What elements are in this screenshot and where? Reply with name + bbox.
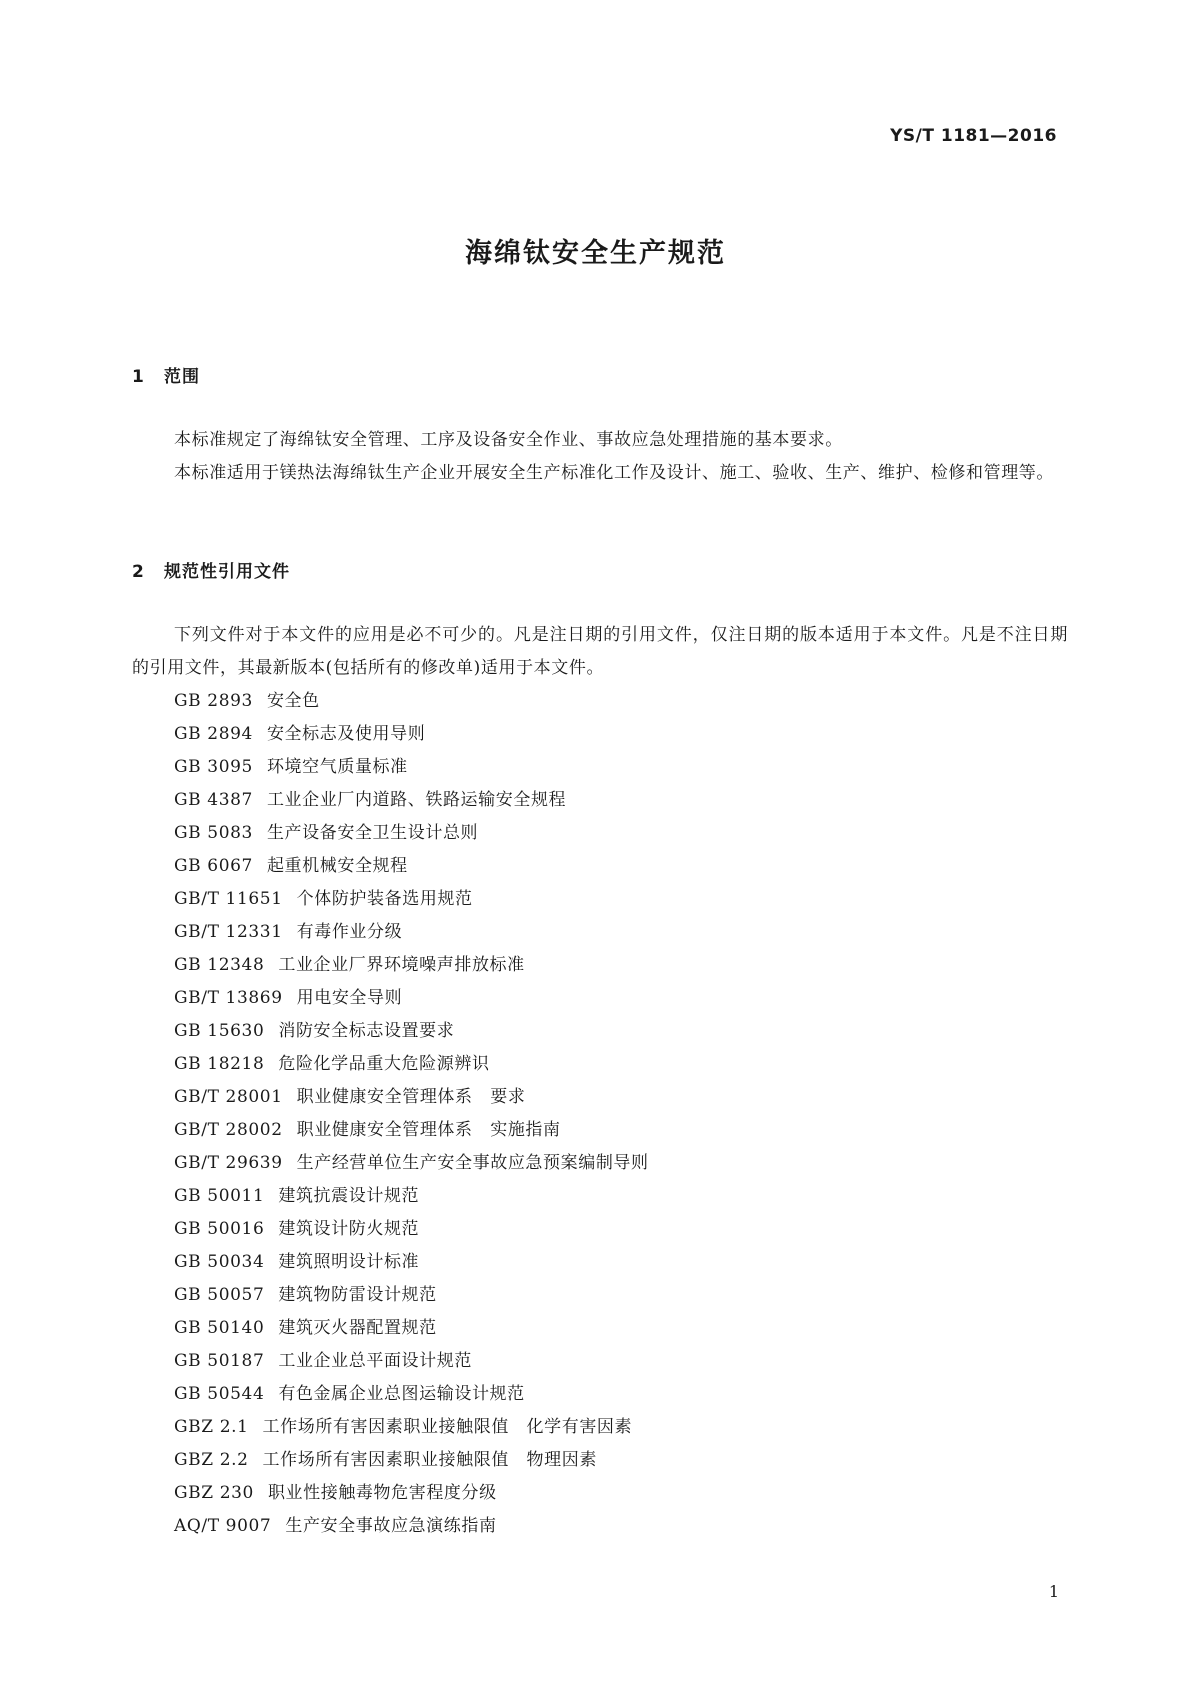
section-heading-text: 范围	[164, 367, 200, 387]
reference-title: 生产安全事故应急演练指南	[285, 1516, 497, 1536]
reference-code: GB 2893	[174, 691, 253, 711]
reference-item	[174, 850, 649, 883]
reference-title: 安全标志及使用导则	[266, 724, 426, 744]
reference-code: GBZ 2.1	[174, 1417, 249, 1437]
reference-item	[174, 784, 649, 817]
reference-code: GB/T 28001	[174, 1087, 283, 1107]
reference-title: 用电安全导则	[296, 988, 403, 1008]
reference-title: 起重机械安全规程	[266, 856, 408, 876]
reference-title: 建筑物防雷设计规范	[278, 1285, 437, 1305]
reference-item	[174, 751, 649, 784]
reference-item	[174, 685, 649, 718]
reference-title: 建筑抗震设计规范	[278, 1186, 420, 1206]
reference-item	[174, 1048, 649, 1081]
reference-title: 安全色	[266, 691, 320, 711]
reference-code: GB 18218	[174, 1054, 265, 1074]
reference-item	[174, 1510, 649, 1543]
reference-item	[174, 1015, 649, 1048]
reference-item	[174, 1114, 649, 1147]
section-heading-scope	[132, 362, 200, 387]
reference-title: 生产设备安全卫生设计总则	[266, 823, 479, 843]
reference-code: GB 50011	[174, 1186, 265, 1206]
reference-code: GB 50140	[174, 1318, 265, 1338]
reference-title: 工业企业厂界环境噪声排放标准	[278, 955, 525, 975]
standard-code: YS/T 1181—2016	[890, 126, 1057, 146]
references-intro-paragraph: 下列文件对于本文件的应用是必不可少的。凡是注日期的引用文件，仅注日期的版本适用于本文件。凡是不注日期的引用文件，其最新版本(包括所有的修改单)适用于本文件。	[132, 625, 1068, 678]
reference-item	[174, 1345, 649, 1378]
reference-code: GB 6067	[174, 856, 253, 876]
reference-code: GB 50187	[174, 1351, 265, 1371]
reference-title: 职业健康安全管理体系 实施指南	[296, 1120, 561, 1140]
reference-code: GB 50544	[174, 1384, 265, 1404]
reference-code: GB 2894	[174, 724, 253, 744]
reference-item	[174, 1411, 649, 1444]
reference-item	[174, 718, 649, 751]
reference-code: GB/T 12331	[174, 922, 283, 942]
reference-code: GB/T 11651	[174, 889, 283, 909]
reference-item	[174, 1180, 649, 1213]
reference-code: GB/T 13869	[174, 988, 283, 1008]
reference-code: GB 5083	[174, 823, 253, 843]
reference-title: 环境空气质量标准	[266, 757, 408, 777]
section-heading-text: 规范性引用文件	[164, 562, 290, 582]
reference-code: GB 50034	[174, 1252, 265, 1272]
reference-title: 建筑照明设计标准	[278, 1252, 420, 1272]
reference-item	[174, 1378, 649, 1411]
reference-title: 工作场所有害因素职业接触限值 物理因素	[262, 1450, 597, 1470]
reference-item	[174, 1246, 649, 1279]
reference-title: 有毒作业分级	[296, 922, 403, 942]
reference-item	[174, 982, 649, 1015]
reference-title: 个体防护装备选用规范	[296, 889, 473, 909]
reference-code: GB/T 29639	[174, 1153, 283, 1173]
reference-code: GB 3095	[174, 757, 253, 777]
reference-list	[174, 685, 649, 1543]
reference-item	[174, 1147, 649, 1180]
reference-title: 工作场所有害因素职业接触限值 化学有害因素	[262, 1417, 633, 1437]
reference-code: GB 50057	[174, 1285, 265, 1305]
reference-item	[174, 1477, 649, 1510]
reference-item	[174, 883, 649, 916]
reference-code: GB 15630	[174, 1021, 265, 1041]
reference-code: GB 50016	[174, 1219, 265, 1239]
reference-title: 生产经营单位生产安全事故应急预案编制导则	[296, 1153, 649, 1173]
reference-code: GB 4387	[174, 790, 253, 810]
reference-code: GBZ 230	[174, 1483, 254, 1503]
reference-title: 有色金属企业总图运输设计规范	[278, 1384, 525, 1404]
section-number: 1	[132, 367, 145, 387]
reference-item	[174, 1213, 649, 1246]
scope-paragraph-1: 本标准规定了海绵钛安全管理、工序及设备安全作业、事故应急处理措施的基本要求。	[174, 430, 843, 450]
reference-code: AQ/T 9007	[174, 1516, 272, 1536]
page-number: 1	[1048, 1582, 1059, 1601]
reference-code: GB/T 28002	[174, 1120, 283, 1140]
reference-title: 职业性接触毒物危害程度分级	[267, 1483, 497, 1503]
reference-item	[174, 1312, 649, 1345]
reference-title: 职业健康安全管理体系 要求	[296, 1087, 526, 1107]
section-heading-normative-references	[132, 557, 290, 582]
reference-code: GB 12348	[174, 955, 265, 975]
reference-item	[174, 949, 649, 982]
reference-item	[174, 1279, 649, 1312]
reference-title: 危险化学品重大危险源辨识	[278, 1054, 490, 1074]
reference-title: 消防安全标志设置要求	[278, 1021, 455, 1041]
reference-title: 工业企业厂内道路、铁路运输安全规程	[266, 790, 567, 810]
reference-code: GBZ 2.2	[174, 1450, 249, 1470]
reference-item	[174, 916, 649, 949]
reference-item	[174, 817, 649, 850]
reference-item	[174, 1081, 649, 1114]
reference-item	[174, 1444, 649, 1477]
reference-title: 建筑灭火器配置规范	[278, 1318, 437, 1338]
reference-title: 工业企业总平面设计规范	[278, 1351, 472, 1371]
scope-paragraph-2: 本标准适用于镁热法海绵钛生产企业开展安全生产标准化工作及设计、施工、验收、生产、维护、检修和管理等。	[174, 463, 1054, 483]
reference-title: 建筑设计防火规范	[278, 1219, 420, 1239]
document-title: 海绵钛安全生产规范	[465, 238, 726, 269]
section-number: 2	[132, 562, 145, 582]
